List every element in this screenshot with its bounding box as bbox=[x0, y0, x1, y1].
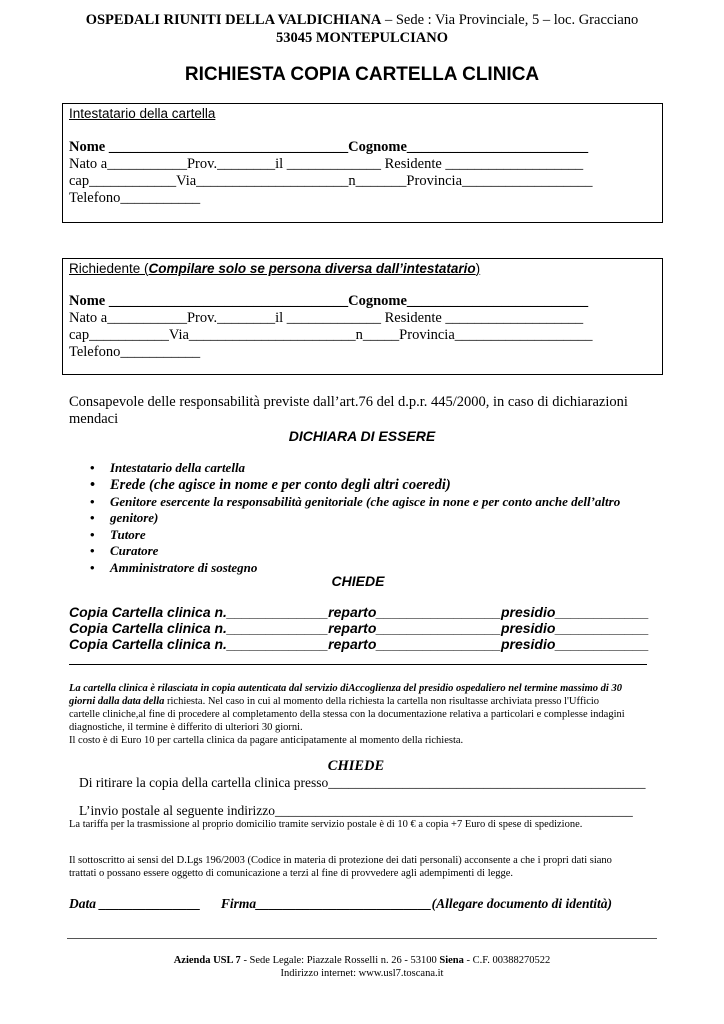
footer-city: Siena bbox=[439, 955, 464, 966]
postal-fee-note: La tariffa per la trasmissione al proprio domicilio tramite servizio postale è di 10 € a copia +7 Euro di spese di spedizione. bbox=[69, 819, 583, 830]
footer-website[interactable]: Indirizzo internet: www.usl7.toscana.it bbox=[280, 968, 444, 979]
role-amministratore[interactable]: • Amministratore di sostegno bbox=[88, 560, 688, 577]
holder-phone-field[interactable]: Telefono___________ bbox=[69, 190, 201, 206]
consapevole-line2: mendaci bbox=[69, 411, 119, 427]
role-tutore[interactable]: • Tutore bbox=[88, 527, 688, 544]
requester-name-field[interactable] bbox=[69, 293, 588, 310]
role-genitore[interactable]: • Genitore esercente la responsabilità genitoriale (che agisce in none e per conto anche dell’altro bbox=[88, 494, 688, 511]
dichiara-heading: DICHIARA DI ESSERE bbox=[288, 428, 436, 444]
notice-line3: cartelle cliniche,al fine di procedere al completamento della stessa con la documentazione relativa a particolari e complesse indagini bbox=[69, 709, 625, 720]
header-city: 53045 MONTEPULCIANO bbox=[276, 30, 448, 46]
notice-line2-rest: richiesta. Nel caso in cui al momento della richiesta la cartella non risultasse archiviata presso l'Ufficio bbox=[164, 696, 600, 707]
requester-birth-field[interactable]: Nato a___________Prov.________il _____________ Residente ___________________ bbox=[69, 310, 584, 326]
footer-org: Azienda USL 7 bbox=[173, 955, 241, 966]
role-erede[interactable]: • Erede (che agisce in nome e per conto degli altri coeredi) bbox=[88, 477, 688, 494]
privacy-line1: Il sottoscritto ai sensi del D.Lgs 196/2003 (Codice in materia di protezione dei dati personali) acconsente a che i propri dati siano bbox=[69, 855, 612, 866]
role-intestatario[interactable]: • Intestatario della cartella bbox=[88, 460, 688, 477]
requester-heading-close: ) bbox=[475, 261, 481, 276]
footer-line1 bbox=[0, 955, 724, 966]
role-list bbox=[88, 460, 688, 576]
postal-address-field[interactable]: L’invio postale al seguente indirizzo_____________________________________________________ bbox=[79, 803, 633, 818]
header-address: – Sede : Via Provinciale, 5 – loc. Gracciano bbox=[381, 12, 639, 28]
role-genitore-cont: • genitore) bbox=[88, 510, 688, 527]
notice-line1: La cartella clinica è rilasciata in copia autenticata dal servizio diAccoglienza del presidio ospedaliero nel termine massimo di 30 bbox=[69, 683, 622, 694]
signature-line[interactable]: Data _______________ Firma__________________________(Allegare documento di identità) bbox=[69, 896, 612, 911]
holder-name-field[interactable] bbox=[69, 139, 588, 156]
requester-name-label: Nome _________________________________Cognome_________________________ bbox=[69, 293, 589, 309]
chiede-heading-1: CHIEDE bbox=[331, 573, 385, 589]
notice-line2-bold: giorni dalla data della bbox=[69, 696, 165, 707]
header-org: OSPEDALI RIUNITI DELLA VALDICHIANA bbox=[85, 12, 382, 28]
footer-tax-code: - C.F. 00388270522 bbox=[463, 955, 551, 966]
copy-request-line-3[interactable]: Copia Cartella clinica n._____________reparto________________presidio____________ bbox=[69, 636, 649, 652]
notice-line4: diagnostiche, il termine è differito di ulteriori 30 giorni. bbox=[69, 722, 303, 733]
footer-rule bbox=[67, 938, 657, 939]
holder-address-field[interactable]: cap____________Via_____________________n_______Provincia__________________ bbox=[69, 173, 593, 189]
requester-heading-note: Compilare solo se persona diversa dall’intestatario bbox=[148, 261, 476, 276]
requester-phone-field[interactable]: Telefono___________ bbox=[69, 344, 201, 360]
chiede-heading-2: CHIEDE bbox=[327, 758, 385, 774]
pickup-field[interactable]: Di ritirare la copia della cartella clinica presso_______________________________________________ bbox=[79, 775, 646, 790]
page-title: RICHIESTA COPIA CARTELLA CLINICA bbox=[184, 64, 540, 85]
copy-request-line-2[interactable]: Copia Cartella clinica n._____________reparto________________presidio____________ bbox=[69, 620, 649, 636]
privacy-line2: trattati o possano essere oggetto di comunicazione a terzi al fine di provvedere agli adempimenti di legge. bbox=[69, 868, 514, 879]
notice-line2 bbox=[69, 696, 599, 707]
requester-address-field[interactable]: cap___________Via_______________________n_____Provincia___________________ bbox=[69, 327, 593, 343]
copy-separator bbox=[69, 664, 647, 665]
requester-heading bbox=[69, 261, 480, 276]
consapevole-line1: Consapevole delle responsabilità previste dall’art.76 del d.p.r. 445/2000, in caso di dichiarazioni bbox=[69, 394, 628, 410]
requester-heading-label: Richiedente ( bbox=[69, 261, 149, 276]
holder-heading: Intestatario della cartella bbox=[69, 106, 216, 121]
footer-address: - Sede Legale: Piazzale Rosselli n. 26 - 53100 bbox=[240, 955, 440, 966]
notice-line5: Il costo è di Euro 10 per cartella clinica da pagare anticipatamente al momento della richiesta. bbox=[69, 735, 464, 746]
holder-name-label: Nome _________________________________Cognome_________________________ bbox=[69, 139, 589, 155]
holder-birth-field[interactable]: Nato a___________Prov.________il _____________ Residente ___________________ bbox=[69, 156, 584, 172]
role-curatore[interactable]: • Curatore bbox=[88, 543, 688, 560]
copy-request-line-1[interactable]: Copia Cartella clinica n._____________reparto________________presidio____________ bbox=[69, 604, 649, 620]
header-line bbox=[0, 12, 724, 29]
